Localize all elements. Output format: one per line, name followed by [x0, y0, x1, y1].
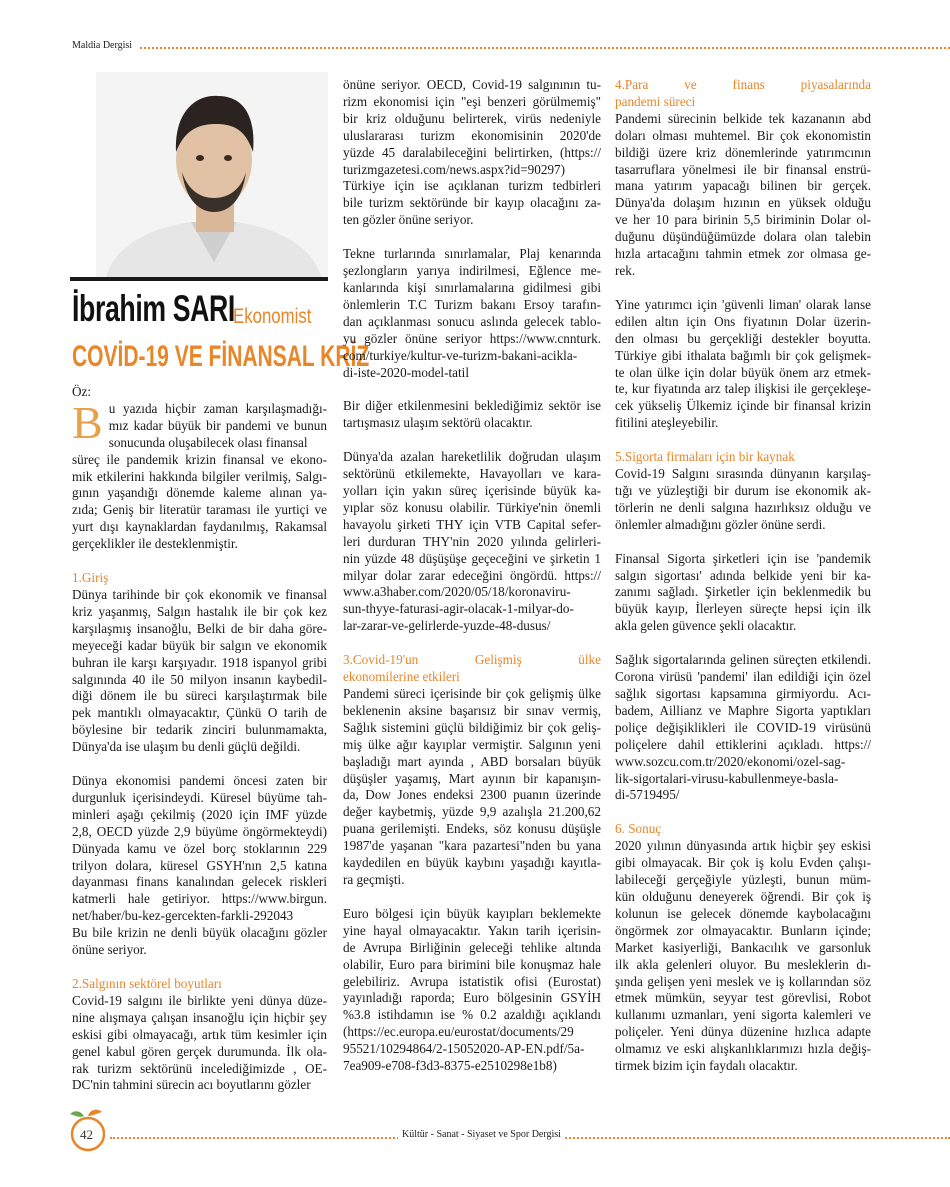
text-line: karşılaşmış insanoğlu, Belki de bir daha göre-	[72, 620, 327, 636]
text-line: Dünya'da azalan hareketlilik doğrudan ulaşım	[343, 449, 601, 465]
text-line: trilyon dolara, küresel GSYH'nın 2,5 katına	[72, 857, 327, 873]
text-line: duğunu düşündüğümüzde dolara olan talebin	[615, 229, 871, 245]
text-line: ra geçmişti.	[343, 871, 405, 887]
text-line: genel kabul gören gerçek durumunda. İlk ola-	[72, 1043, 327, 1059]
text-line: (https://ec.europa.eu/eurostat/documents/29	[343, 1024, 574, 1040]
col2-paragraph-2	[343, 246, 601, 381]
text-line: di-5719495/	[615, 787, 680, 803]
text-line: nine alışmaya çalışan insanoğlu için hiçbir şey	[72, 1009, 327, 1025]
text-line: %3.8 istihdamın ise % 0.2 azaldığı açıklandı	[343, 1007, 601, 1023]
text-line: tirmek bizim için faydalı olacaktır.	[615, 1058, 798, 1074]
column-3	[615, 77, 871, 1075]
text-line: da, Dow Jones endeksi 2300 puanın üzerinde	[343, 787, 601, 803]
col3-paragraph-5	[615, 652, 871, 804]
text-line: Dünya tarihinde bir çok ekonomik ve finansal	[72, 586, 327, 602]
text-line: mız kadar büyük bir pandemi ve bunun	[108, 417, 327, 433]
text-line: www.sozcu.com.tr/2020/ekonomi/ozel-sag-	[615, 753, 846, 769]
text-line: yayınladığı raporda; Euro bölgesinin GSYİH	[343, 990, 601, 1006]
text-line: kaydedilen en büyük kaybını yaşadığı kayıtla-	[343, 855, 601, 871]
header-divider	[140, 47, 950, 49]
text-line: yurt dışı kaynaklardan faydanılmış, Rakamsal	[72, 519, 327, 535]
magazine-name: Maldia Dergisi	[72, 40, 133, 51]
footer-tagline: Kültür - Sanat - Siyaset ve Spor Dergisi	[398, 1129, 565, 1140]
text-line: tartışmasız ulaşım sektörü olacaktır.	[343, 415, 533, 431]
abstract-label: Öz:	[72, 384, 92, 399]
col3-paragraph-3	[615, 466, 871, 534]
text-line: önüne seriyor.	[72, 942, 147, 958]
text-line: rak turizm sektörünü incelediğimizde , OE-	[72, 1060, 327, 1076]
text-line: diği dönem ile bu süreci karşılaştırmak bile	[72, 688, 327, 704]
text-line: u yazıda hiçbir zaman karşılaşmadığı-	[108, 400, 327, 416]
abstract-paragraph	[72, 396, 327, 553]
text-line: başladığı mart ayında , ABD borsaları büyük	[343, 753, 601, 769]
text-line: salgın sigortası' adında belkide yeni bir ka-	[615, 567, 871, 583]
text-line: olmamız ve eski alışkanlıklarımızı hızla değiş-	[615, 1041, 871, 1057]
text-line: tığı ve yüzleştiği bir durum ise ekonomik ak-	[615, 482, 871, 498]
text-line: zıda; Geniş bir literatür taraması ile yurtiçi ve	[72, 502, 327, 518]
text-line: tasarruflara yönelmesi ile bir finansal enstrü-	[615, 161, 871, 177]
text-line: Bu bile krizin ne denli büyük olacağını gözler	[72, 925, 327, 941]
col2-paragraph-1	[343, 77, 601, 229]
text-line: pek mantıklı olmayacaktır, Çünkü O tarih de	[72, 705, 327, 721]
text-line: dan açıklanması sonucu aslında gelecek tablo-	[343, 313, 601, 329]
text-line: poliçeler. Yeni dünya düzenine hızlıca adapte	[615, 1024, 871, 1040]
text-line: beklenenin aksine başarısız bir sınav vermiş,	[343, 702, 601, 718]
text-line: bile turizm sektöründe bir kayıp olacağını za-	[343, 195, 601, 211]
col2-paragraph-5	[343, 686, 601, 889]
text-line: 7ea909-e708-f3d3-8375-e2510298e1b8)	[343, 1058, 557, 1074]
text-line: hızla artacağını tahmin etmek zor olmasa ge-	[615, 246, 871, 262]
text-line: 3.Covid-19'un Gelişmiş ülke	[343, 652, 601, 668]
text-line: havayolu şirketi THY için VTB Capital sefer-	[343, 516, 601, 532]
text-line: önüne seriyor. OECD, Covid-19 salgınının tu-	[343, 77, 601, 92]
text-line: gerçeklikler ile desteklenmiştir.	[72, 536, 238, 552]
text-line: salgınında 40 ile 50 milyon insanın kaybedil-	[72, 671, 327, 687]
text-line: www.a3haber.com/2020/05/18/koronaviru-	[343, 584, 571, 600]
text-line: nin yüzde 48 düşüşüşe geçeceğini ve şirketin 1	[343, 550, 601, 566]
text-line: 2020 yılının dünyasında artık hiçbir şey eskisi	[615, 838, 871, 854]
text-line: Yine yatırımcı için 'güvenli liman' olarak lanse	[615, 296, 871, 312]
text-line: poliçelere dahil ettiklerini açıkladı. https://	[615, 736, 871, 752]
text-line: süreç ile pandemik krizin finansal ve ekono-	[72, 451, 327, 467]
text-line: Corona virüsü 'pandemi' ilan edildiği için özel	[615, 669, 871, 685]
sektorel-paragraph-1	[72, 993, 327, 1094]
text-line: di-iste-2020-model-tatil	[343, 364, 469, 380]
abstract-lines	[72, 452, 327, 553]
text-line: kün olduğunu deneyerek öğrendi. Bir çok iş	[615, 888, 871, 904]
text-line: net/haber/bu-kez-gercekten-farkli-292043	[72, 908, 294, 924]
text-line: önlemlerin T.C Turizm bakanı Ersoy tarafın-	[343, 296, 601, 312]
text-line: Covid-19 Salgını sırasında dünyanın karşılaş-	[615, 466, 871, 482]
drop-cap: B	[72, 396, 103, 448]
text-line: turizmgazetesi.com/news.aspx?id=90297)	[343, 161, 566, 177]
text-line: mik etkilerini hakkında bilgiler verilmiş, Salgı-	[72, 468, 327, 484]
text-line: lar-zarar-ve-gelirlerde-yuzde-48-dusus/	[343, 618, 551, 634]
text-line: rizm ekonomisi için "eşi benzeri görülmemiş"	[343, 93, 601, 109]
text-line: kanlarında kişi sınırlamalarına gidilmesi gibi	[343, 279, 601, 295]
text-line: cek yükseliş Ülkemiz içinde bir finansal krizin	[615, 398, 871, 414]
text-line: gibi olmayacak. Bir çok iş kolu Evden çalışı-	[615, 855, 871, 871]
text-line: kolunun ise gelecek dönemde kaybolacağını	[615, 905, 871, 921]
text-line: miş ülke ağır kayıplar vermiştir. Salgının yeni	[343, 736, 601, 752]
text-line: pandemi süreci	[615, 93, 696, 109]
text-line: olabilir, Euro para birimini bile konuşmaz hale	[343, 956, 601, 972]
text-line: badem, Aillianz ve Maphre Sigorta yaptıkları	[615, 702, 871, 718]
text-line: doları olması muhtemel. Bir çok ekonomistin	[615, 127, 871, 143]
giris-paragraph-1	[72, 587, 327, 756]
text-line: ilk akla gelenleri oluyor. Bu mesleklerin dı-	[615, 956, 871, 972]
text-line: rek.	[615, 262, 636, 278]
text-line: sun-thyye-faturasi-agir-olacak-1-milyar-do-	[343, 601, 574, 617]
text-line: şezlongların yarıya indirilmesi, Eğlence me-	[343, 263, 601, 279]
text-line: 2,8, OECD yüzde 2,9 büyüme öngörmekteydi)	[72, 823, 327, 839]
text-line: yıplar söz konusu olabilir. Türkiye'nin önemli	[343, 499, 601, 515]
section-heading-sigorta: 5.Sigorta firmaları için bir kaynak	[615, 449, 795, 465]
text-line: Dünya'da dolaşım hızının en yüksek olduğu	[615, 195, 871, 211]
text-line: 95521/10294864/2-15052020-AP-EN.pdf/5a-	[343, 1041, 585, 1057]
text-line: minleri aşağı çekilmiş (2020 için IMF yüzde	[72, 806, 327, 822]
text-line: Market kasiyerliği, Bankacılık ve garsonluk	[615, 939, 871, 955]
col2-paragraph-3	[343, 398, 601, 432]
text-line: Covid-19 salgını ile birlikte yeni dünya düze-	[72, 992, 327, 1008]
text-line: ten gözler önüne seriyor.	[343, 212, 474, 228]
text-line: leri durduran THY'nin 2020 yılında gelirleri-	[343, 533, 601, 549]
text-line: te olan ülke için dolar büyük önem arz etmek-	[615, 364, 871, 380]
text-line: gelebiliriz. Avrupa istatistik ofisi (Eurostat)	[343, 973, 601, 989]
abstract-first-lines	[72, 396, 327, 452]
text-line: meyeceği kadar büyük bir salgın ve ekonomik	[72, 637, 327, 653]
text-line: DC'nin tahmini sürecin acı boyutlarını gözler	[72, 1077, 311, 1093]
text-line: değer kaybetmiş, yüzde 9,9 azalışla 21.200,62	[343, 804, 601, 820]
section-heading-para-finans	[615, 77, 871, 111]
section-heading-giris: 1.Giriş	[72, 570, 109, 586]
text-line: Bir diğer etkilenmesini beklediğimiz sektör ise	[343, 398, 601, 414]
text-line: düşüşler yaşamış, Mart ayının bir kapanışın-	[343, 770, 601, 786]
text-line: 1987'de yaşanan "kara pazartesi"nden bu yana	[343, 838, 601, 854]
text-line: kriz yaşanmış, Salgın hastalık ile bir çok kez	[72, 603, 327, 619]
text-line: Türkiye gibi ithalata bağımlı bir çok gelişmek-	[615, 347, 871, 363]
author-portrait-illustration	[96, 72, 328, 277]
text-line: yüzde 45 daralabileceğini belirtirken, (https://	[343, 144, 601, 160]
col2-paragraph-4	[343, 449, 601, 635]
author-photo	[96, 72, 328, 277]
text-line: buhran ile karşı karşıyadır. 1918 ispanyol gribi	[72, 654, 327, 670]
text-line: ekonomilerine etkileri	[343, 669, 460, 685]
author-role: Ekonomist	[233, 305, 312, 328]
col3-paragraph-2	[615, 297, 871, 432]
text-line: katmerli hale getiriyor. https://www.birgun.	[72, 891, 327, 907]
text-line: akla gelen güvence şekli olacaktır.	[615, 618, 797, 634]
text-line: edilen altın için Ons fiyatının Dolar üzerin-	[615, 313, 871, 329]
text-line: yu gözler önüne seriyor https://www.cnnturk.	[343, 330, 601, 346]
text-line: ve her 10 para birinin 5,5 biriminin Dolar ol-	[615, 212, 871, 228]
text-line: labileceği gerçeğiyle yüzleşti, bunun müm-	[615, 872, 871, 888]
text-line: Dünyada kamu ve özel borç stoklarının 229	[72, 840, 327, 856]
text-line: yine hayal olmayacaktır. Yakın tarih içerisin-	[343, 922, 601, 938]
section-heading-sektorel: 2.Salgının sektörel boyutları	[72, 976, 222, 991]
text-line: yolları için yakın süreç içerisinde büyük ka-	[343, 483, 601, 499]
text-line: Tekne turlarında sınırlamalar, Plaj kenarında	[343, 246, 601, 262]
text-line: zanımı sağladı. Şirketler için beklenmedik bu	[615, 584, 871, 600]
text-line: den olması bu gerçekliği destekler boyutta.	[615, 330, 871, 346]
section-heading-gelismis-ulke	[343, 652, 601, 686]
section-heading-sonuc: 6. Sonuç	[615, 821, 662, 837]
col2-paragraph-6	[343, 906, 601, 1075]
text-line: Euro bölgesi için büyük kayıpları beklemekte	[343, 905, 601, 921]
text-line: poliçe değişiklikleri ile COVID-19 virüsünü	[615, 719, 871, 735]
col3-paragraph-1	[615, 111, 871, 280]
text-line: te, kur fiyatında arz talep ilişkisi ile gerçekleşe-	[615, 381, 871, 397]
text-line: öngörmek zor olmayacaktır. Bunların içinde;	[615, 922, 871, 938]
text-line: Türkiye için ise açıklanan turizm tedbirleri	[343, 178, 601, 194]
text-line: Pandemi sürecinin belkide tek kazananın abd	[615, 110, 871, 126]
text-line: bir kriz olduğunu belirterek, virüs nedeniyle	[343, 110, 601, 126]
text-line: bildiği üzere kriz dönemlerinde yatırımcının	[615, 144, 871, 160]
text-line: lik-sigortalari-virusu-kabullenmeye-basla-	[615, 770, 839, 786]
text-line: 4.Para ve finans piyasalarında	[615, 77, 871, 92]
text-line: sektörünü etkilemekte, Havayolları ve kara-	[343, 466, 601, 482]
column-1	[72, 384, 327, 1094]
text-line: Finansal Sigorta şirketleri için ise 'pandemik	[615, 550, 871, 566]
text-line: Dünya'da ise ulaşım bu denli güçlü değildi.	[72, 739, 301, 755]
text-line: fitilini ateşleyebilir.	[615, 415, 719, 431]
text-line: eskisi gibi olmayacağı, artık tüm kesimler için	[72, 1026, 327, 1042]
text-line: kullanımı uzmanları, yeni sigorta kalemleri ve	[615, 1007, 871, 1023]
text-line: şında gelişen yeni meslek ve iş kollarından söz	[615, 973, 871, 989]
giris-paragraph-2	[72, 773, 327, 959]
col3-paragraph-6	[615, 838, 871, 1075]
text-line: uluslararası turizm ekonomisinin 2020'de	[343, 127, 601, 143]
text-line: de Avrupa Birliğinin geleceği tehlike altında	[343, 939, 601, 955]
text-line: sağlık sigortası kapsamına girmiyordu. Acı-	[615, 686, 871, 701]
text-line: böylesine bir tedarik zinciri bulunmamakta,	[72, 722, 327, 738]
text-line: puana gerilemişti. Endeks, söz konusu düşüşle	[343, 821, 601, 837]
page-number: 42	[80, 1127, 93, 1142]
text-line: Sağlık sistemini güçlü bildiğimiz bir çok geliş-	[343, 719, 601, 735]
author-name: İbrahim SARI	[72, 288, 235, 329]
col3-paragraph-4	[615, 551, 871, 636]
text-line: gının yaşandığı dönemde kaleme alınan ya-	[72, 485, 327, 501]
text-line: önlemler almadığını gözler önüne serdi.	[615, 516, 826, 532]
text-line: törlerin ne denli salgına hazırlıksız olduğu ve	[615, 499, 871, 515]
text-line: milyar dolar zarar edeceğini öngördü. https://	[343, 567, 601, 583]
text-line: Dünya ekonomisi pandemi öncesi zaten bir	[72, 773, 327, 789]
article-title: COVİD-19 VE FİNANSAL KRİZ	[72, 340, 370, 373]
text-line: durgunluk içerisindeydi. Küresel büyüme tah-	[72, 789, 327, 805]
text-line: etmek mümkün, seyyar test görevlisi, Robot	[615, 990, 871, 1006]
column-2	[343, 77, 601, 1075]
text-line: büyük kayıp, İlerleyen süreçte hepsi için ilk	[615, 601, 871, 617]
text-line: Sağlık sigortalarında gelinen süreçten etkilendi.	[615, 652, 871, 668]
text-line: Pandemi süreci içerisinde bir çok gelişmiş ülke	[343, 686, 601, 701]
text-line: sonucunda oluşabilecek olası finansal	[108, 434, 308, 450]
name-divider-bar	[70, 277, 328, 281]
text-line: mana yatırım yapacağı bilinen bir gerçek.	[615, 178, 871, 194]
text-line: dayanması finans kanalından gelecek riskleri	[72, 874, 327, 890]
text-line: com/turkiye/kultur-ve-turizm-bakani-acikla-	[343, 347, 578, 363]
